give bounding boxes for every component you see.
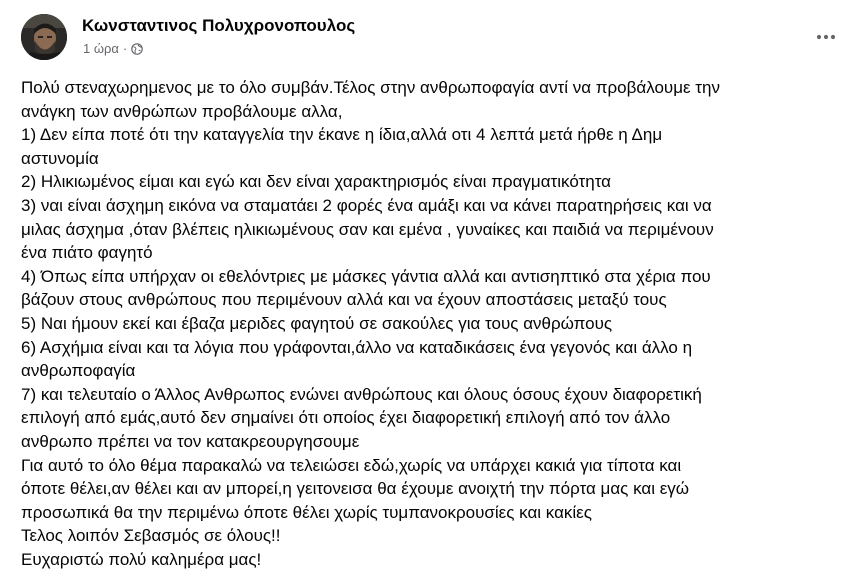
post-line: μιλας άσχημα ,όταν βλέπεις ηλικιωμένους σαν και εμένα , γυναίκες και παιδιά να περιμένουν [21,219,714,239]
post-text [21,76,846,571]
post-line: ανθρωποφαγία [21,361,136,381]
globe-icon[interactable] [131,43,143,55]
post-line: 4) Όπως είπα υπήρχαν οι εθελόντριες με μάσκες γάντια αλλά και αντισηπτικό στα χέρια που [21,266,711,286]
post-line: Ευχαριστώ πολύ καλημέρα μας! [21,549,262,569]
post-line: 6) Ασχήμια είναι και τα λόγια που γράφονται,άλλο να καταδικάσεις ένα γεγονός και άλλο η [21,337,693,357]
post-line: ανθρωπο πρέπει να τον κατακρεουργησουμε [21,431,360,451]
post-line: βάζουν στους ανθρώπους που περιμένουν αλλά και να έχουν αποστάσεις μεταξύ τους [21,290,667,310]
post-line: Πολύ στεναχωρημενος με το όλο συμβάν.Τέλος στην ανθρωποφαγία αντί να προβάλουμε την [21,78,720,97]
post-line: 1) Δεν είπα ποτέ ότι την καταγγελία την έκανε η ίδια,αλλά οτι 4 λεπτά μετά ήρθε η Δημ [21,125,663,145]
more-horizontal-icon [816,34,836,40]
post-timestamp[interactable]: 1 ώρα [83,41,119,56]
post-line: 7) και τελευταίο ο Άλλος Ανθρωπος ενώνει ανθρώπους και όλους όσους έχουν διαφορετική [21,384,702,404]
avatar-image [21,14,67,60]
meta-separator: · [122,41,128,56]
post-line: 3) ναι είναι άσχημη εικόνα να σταματάει 2 φορές ένα αμάξι και να κάνει παρατηρήσεις και να [21,195,712,215]
post-line: 2) Ηλικιωμένος είμαι και εγώ και δεν είναι χαρακτηρισμός είναι πραγματικότητα [21,172,612,192]
post-line: επιλογή από εμάς,αυτό δεν σημαίνει ότι οποίος έχει διαφορετική επιλογή από τον άλλο [21,408,671,428]
author-name[interactable]: Κωνσταντινος Πολυχρονοπουλος [82,16,356,35]
avatar[interactable] [21,14,67,60]
post-line: Τελος λοιπόν Σεβασμός σε όλους!! [21,526,281,546]
post-meta [83,41,143,56]
post-line: 5) Ναι ήμουν εκεί και έβαζα μεριδες φαγητού σε σακούλες για τους ανθρώπους [21,313,613,333]
post-line: ανάγκη των ανθρώπων προβάλουμε αλλα, [21,101,343,121]
post-line: ένα πιάτο φαγητό [21,243,153,263]
post-line: αστυνομία [21,148,99,168]
post-line: προσωπικά θα την περιμένω όποτε θέλει χωρίς τυμπανοκρουσίες και κακίες [21,502,592,522]
more-options-button[interactable] [811,22,841,52]
post-line: όποτε θέλει,αν θέλει και αν μπορεί,η γειτονεισα θα έχουμε ανοιχτή την πόρτα μας και εγώ [21,479,690,499]
post-header [21,8,841,64]
post-line: Για αυτό το όλο θέμα παρακαλώ να τελειώσει εδώ,χωρίς να υπάρχει κακιά για τίποτα και [21,455,682,475]
